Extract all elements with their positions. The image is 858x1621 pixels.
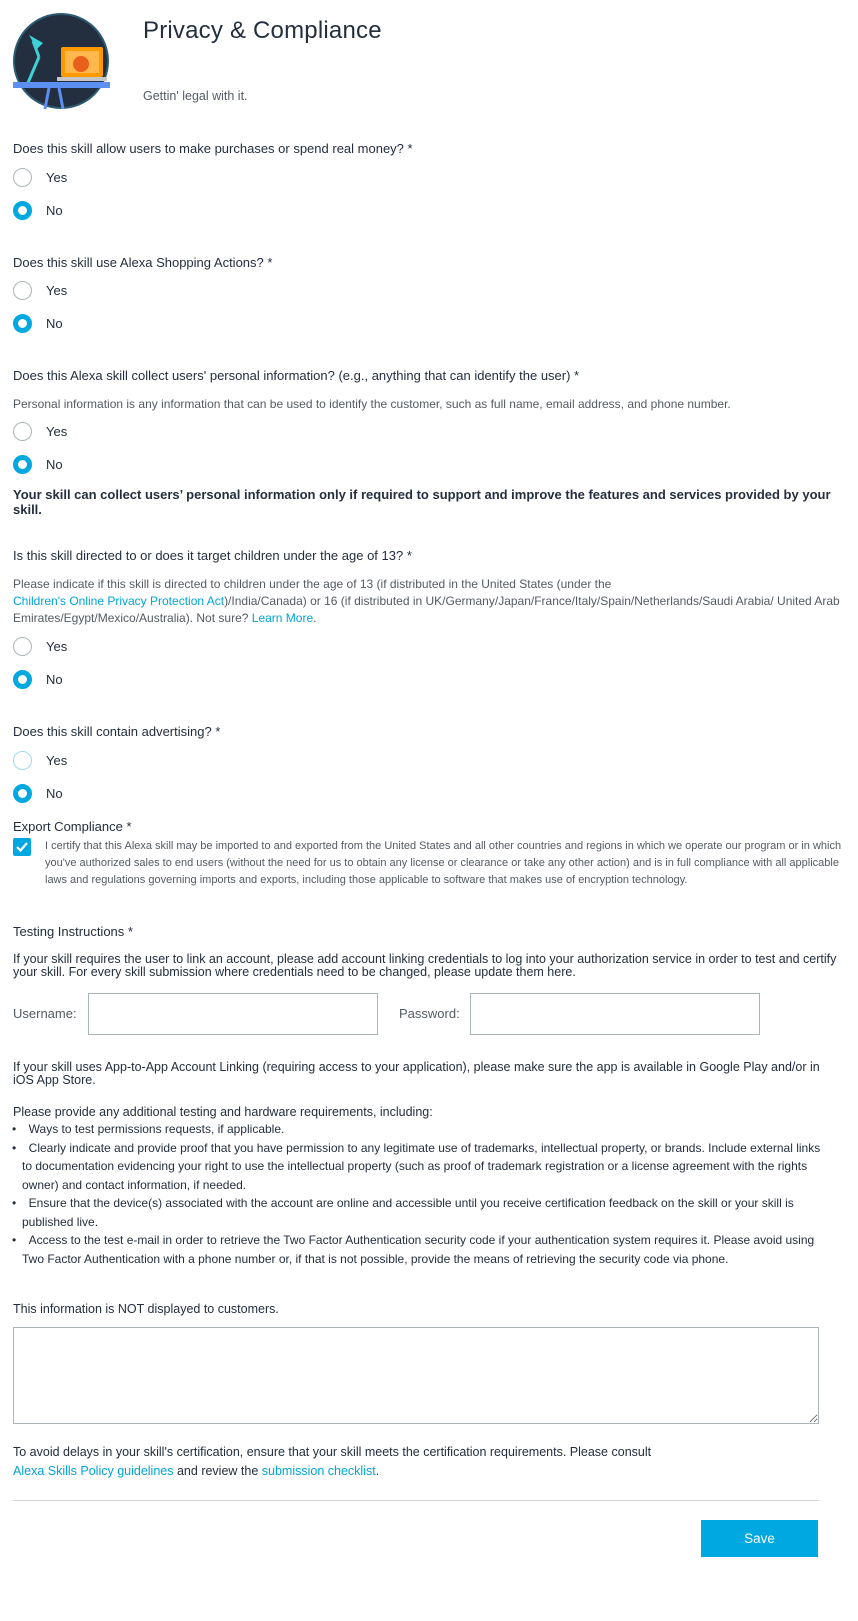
- personal-info-note: Your skill can collect users’ personal information only if required to support and improve the features and services provided by your skill.: [13, 487, 831, 517]
- children-no-option[interactable]: [13, 668, 63, 690]
- username-input[interactable]: [88, 993, 378, 1035]
- requirements-intro: Please provide any additional testing and hardware requirements, including:: [13, 1105, 433, 1119]
- children-question: Is this skill directed to or does it target children under the age of 13? *: [13, 548, 412, 563]
- advertising-yes-option[interactable]: [13, 749, 67, 771]
- export-compliance-text: I certify that this Alexa skill may be imported to and exported from the United States and all other countries and regions in which we operate our program or in which you've authorized sales to end users (without the need for us to obtain any license or clearance or take any other action) and is in full compliance with all applicable laws and regulations governing imports and exports, including those applicable to software that makes use of encryption technology.: [45, 840, 842, 886]
- list-item: • Clearly indicate and provide proof that you have permission to any legitimate use of trademarks, intellectual property, or brands. Include external links to documentation evidencing your right to use the intellectual property (such as proof of trademark registration or a license agreement with the rights owner) and contact information, if needed.: [12, 1140, 821, 1192]
- personal-info-yes-option[interactable]: [13, 420, 67, 442]
- policy-guidelines-link[interactable]: Alexa Skills Policy guidelines: [13, 1464, 174, 1478]
- page-subtitle: Gettin' legal with it.: [143, 89, 248, 103]
- requirements-list: [12, 1120, 822, 1268]
- radio-checked-icon[interactable]: [13, 455, 32, 474]
- personal-info-no-option[interactable]: [13, 453, 63, 475]
- checkmark-icon: [15, 840, 29, 854]
- page-header: [13, 13, 843, 123]
- shopping-yes-option[interactable]: [13, 279, 67, 301]
- children-help-middle: )/India/Canada) or 16 (if distributed in UK/Germany/Japan/France/Italy/Spain/Netherlands/Saudi Arabia/ United Arab Emirates/Egypt/Mexico/Australia). Not sure?: [13, 594, 840, 625]
- password-input[interactable]: [470, 993, 760, 1035]
- list-item: • Access to the test e-mail in order to retrieve the Two Factor Authentication security code if your authentication system requires it. Please avoid using Two Factor Authentication with a phone number or, if that is not possible, provide the means of retrieving the security code via phone.: [12, 1233, 815, 1266]
- coppa-link[interactable]: Children's Online Privacy Protection Act: [13, 594, 225, 608]
- radio-unchecked-icon[interactable]: [13, 422, 32, 441]
- export-compliance-label: Export Compliance *: [13, 819, 132, 834]
- radio-label: No: [46, 202, 63, 218]
- radio-checked-icon[interactable]: [13, 201, 32, 220]
- list-item: • Ensure that the device(s) associated with the account are online and accessible until you receive certification feedback on the skill or your skill is published live.: [12, 1196, 794, 1229]
- advertising-question: Does this skill contain advertising? *: [13, 724, 221, 739]
- radio-unchecked-icon[interactable]: [13, 751, 32, 770]
- radio-label: Yes: [46, 752, 68, 768]
- app-to-app-text: If your skill uses App-to-App Account Linking (requiring access to your application), please make sure the app is available in Google Play and/or in iOS App Store.: [13, 1060, 820, 1087]
- page-title: Privacy & Compliance: [143, 17, 382, 44]
- radio-label: No: [46, 315, 63, 331]
- radio-label: Yes: [46, 282, 68, 298]
- radio-checked-icon[interactable]: [13, 670, 32, 689]
- testing-instructions-textarea[interactable]: [13, 1327, 819, 1424]
- account-linking-text: If your skill requires the user to link an account, please add account linking credentials to log into your authorization service in order to test and certify your skill. For every skill submission where credentials need to be changed, please update them here.: [13, 952, 837, 979]
- export-compliance-checkbox[interactable]: [13, 838, 31, 856]
- children-yes-option[interactable]: [13, 635, 67, 657]
- footer-text-end: .: [375, 1464, 380, 1478]
- learn-more-link[interactable]: Learn More: [251, 611, 314, 625]
- submission-checklist-link[interactable]: submission checklist: [261, 1464, 376, 1478]
- divider: [13, 1500, 819, 1501]
- personal-info-question: Does this Alexa skill collect users' personal information? (e.g., anything that can identify the user) *: [13, 368, 580, 383]
- shopping-no-option[interactable]: [13, 312, 63, 334]
- advertising-no-option[interactable]: [13, 782, 63, 804]
- testing-instructions-label: Testing Instructions *: [13, 924, 133, 939]
- list-item: • Ways to test permissions requests, if applicable.: [12, 1122, 285, 1136]
- certification-footer-text: [13, 1443, 843, 1481]
- radio-label: Yes: [46, 423, 68, 439]
- footer-text-prefix: To avoid delays in your skill's certification, ensure that your skill meets the certification requirements. Please consult: [13, 1445, 652, 1459]
- radio-unchecked-icon[interactable]: [13, 168, 32, 187]
- purchases-question: Does this skill allow users to make purchases or spend real money? *: [13, 141, 413, 156]
- children-help: [13, 576, 843, 627]
- desk-lamp-illustration-icon: [13, 13, 113, 113]
- radio-unchecked-icon[interactable]: [13, 281, 32, 300]
- radio-checked-icon[interactable]: [13, 314, 32, 333]
- personal-info-help: Personal information is any information that can be used to identify the customer, such as full name, email address, and phone number.: [13, 397, 731, 411]
- radio-label: Yes: [46, 638, 68, 654]
- radio-unchecked-icon[interactable]: [13, 637, 32, 656]
- shopping-actions-question: Does this skill use Alexa Shopping Actions? *: [13, 255, 273, 270]
- radio-label: Yes: [46, 169, 68, 185]
- purchases-no-option[interactable]: [13, 199, 63, 221]
- footer-text-middle: and review the: [176, 1464, 259, 1478]
- radio-label: No: [46, 785, 63, 801]
- radio-label: No: [46, 456, 63, 472]
- save-button[interactable]: Save: [701, 1520, 818, 1557]
- children-help-end: .: [313, 611, 317, 625]
- radio-checked-icon[interactable]: [13, 784, 32, 803]
- radio-label: No: [46, 671, 63, 687]
- username-label: Username:: [13, 1006, 77, 1021]
- purchases-yes-option[interactable]: [13, 166, 67, 188]
- password-label: Password:: [399, 1006, 460, 1021]
- children-help-prefix: Please indicate if this skill is directed to children under the age of 13 (if distributed in the United States (under the: [13, 577, 612, 591]
- not-displayed-note: This information is NOT displayed to customers.: [13, 1302, 279, 1316]
